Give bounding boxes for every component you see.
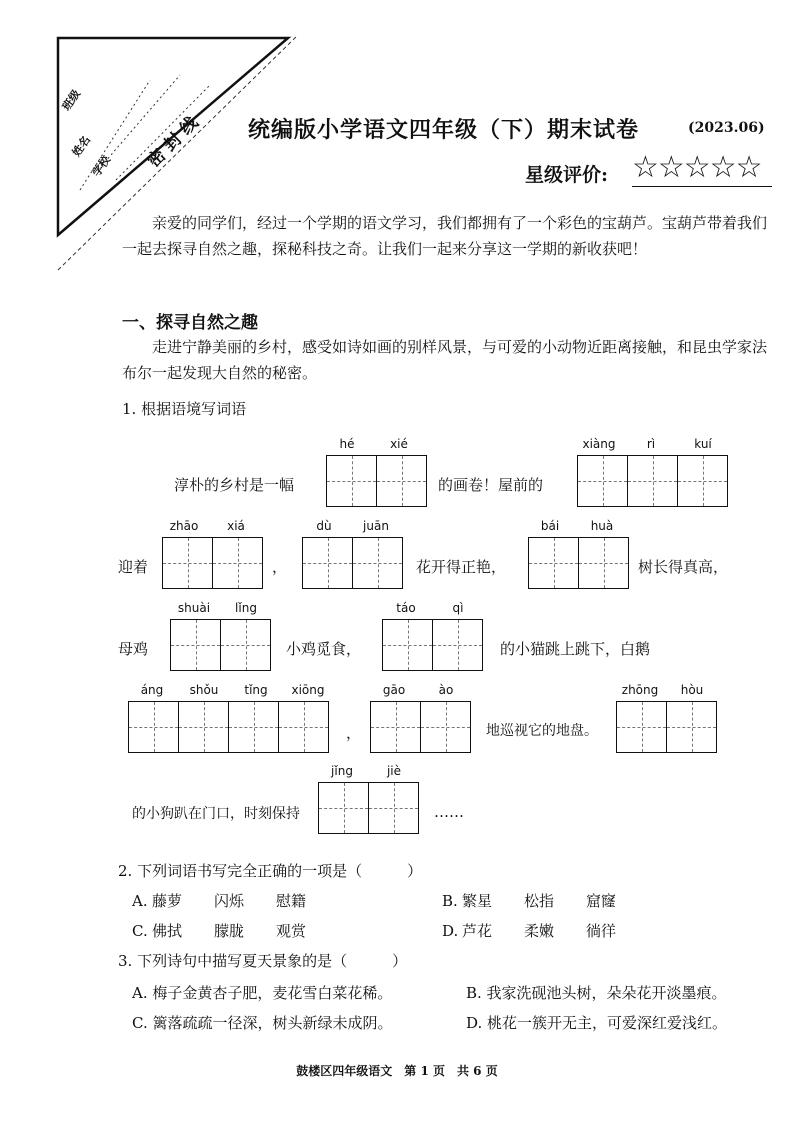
answer-grid-dujuan[interactable] <box>302 537 403 589</box>
answer-grid-xiangrikui[interactable] <box>577 455 728 507</box>
question-3-title: 3. 下列诗句中描写夏天景象的是（ ） <box>118 952 408 970</box>
pinyin-gaoao: gāo ào <box>382 683 454 697</box>
pinyin-dujuan: dù juān <box>316 519 389 533</box>
answer-grid-zhaoxia[interactable] <box>162 537 263 589</box>
section-title: 一、探寻自然之趣 <box>122 313 258 333</box>
seal-field-class: 班级 <box>59 87 84 114</box>
q1-line2-text-c: 树长得真高， <box>638 558 729 576</box>
answer-grid-jingjie[interactable] <box>318 782 419 834</box>
q1-line3-text-b: 小鸡觅食， <box>286 640 362 658</box>
seal-field-name: 姓名 <box>69 133 94 160</box>
rating-underline <box>632 186 772 187</box>
q1-comma-1: ， <box>272 558 288 576</box>
pinyin-zhaoxia: zhāo xiá <box>169 519 245 533</box>
pinyin-taoqi: táo qì <box>396 601 464 615</box>
q1-line5-text-a: 的小狗趴在门口，时刻保持 <box>132 806 300 822</box>
exam-title: 统编版小学语文四年级（下）期末试卷 <box>248 117 640 143</box>
rating-label: 星级评价: <box>525 164 609 186</box>
page-footer: 鼓楼区四年级语文 第 1 页 共 6 页 <box>296 1064 498 1078</box>
section-intro: 走进宁静美丽的乡村，感受如诗如画的别样风景，与可爱的小动物近距离接触，和昆虫学家法布尔一起发现大自然的秘密。 <box>122 338 768 382</box>
pinyin-zhonghou: zhōng hòu <box>621 683 704 697</box>
answer-grid-angshoutingxiong[interactable] <box>128 701 329 753</box>
pinyin-hexie: hé xié <box>339 437 408 451</box>
q1-line1-text-b: 的画卷！屋前的 <box>438 476 544 494</box>
q3-option-d[interactable]: D. 桃花一簇开无主，可爱深红爱浅红。 <box>466 1014 728 1032</box>
answer-grid-baihua[interactable] <box>528 537 629 589</box>
q1-line3-text-a: 母鸡 <box>118 640 149 658</box>
q3-option-c[interactable]: C. 篱落疏疏一径深，树头新绿未成阴。 <box>132 1014 393 1032</box>
pinyin-jingjie: jǐng jiè <box>331 764 402 778</box>
answer-grid-zhonghou[interactable] <box>616 701 717 753</box>
seal-line-text: 密 封 线 <box>143 112 203 172</box>
q1-line5-text-b: …… <box>434 803 464 821</box>
q2-option-b[interactable]: B. 繁星 松指 窟窿 <box>442 892 617 910</box>
q1-line2-text-a: 迎着 <box>118 558 149 576</box>
question-2-title: 2. 下列词语书写完全正确的一项是（ ） <box>118 862 423 880</box>
rating-stars[interactable]: ☆☆☆☆☆ <box>632 150 762 185</box>
question-1-title: 1. 根据语境写词语 <box>122 400 247 418</box>
q2-option-d[interactable]: D. 芦花 柔嫩 徜徉 <box>442 922 617 940</box>
pinyin-angshoutingxiong: áng shǒu tǐng xiōng <box>140 683 325 697</box>
answer-grid-hexie[interactable] <box>326 455 427 507</box>
pinyin-baihua: bái huà <box>540 519 614 533</box>
q1-line4-text: 地巡视它的地盘。 <box>486 723 598 739</box>
answer-grid-gaoao[interactable] <box>370 701 471 753</box>
q1-comma-2: ， <box>346 724 362 742</box>
q1-line3-text-c: 的小猫跳上跳下，白鹅 <box>500 640 651 658</box>
answer-grid-taoqi[interactable] <box>382 619 483 671</box>
exam-date: (2023.06) <box>688 120 765 136</box>
q3-option-b[interactable]: B. 我家洗砚池头树，朵朵花开淡墨痕。 <box>466 984 727 1002</box>
q2-option-c[interactable]: C. 佛拭 朦胧 观赏 <box>132 922 307 940</box>
q2-option-a[interactable]: A. 藤萝 闪烁 慰籍 <box>132 892 307 910</box>
pinyin-xiangrikui: xiàng rì kuí <box>582 437 712 451</box>
answer-grid-shuailing[interactable] <box>170 619 271 671</box>
q3-option-a[interactable]: A. 梅子金黄杏子肥，麦花雪白菜花稀。 <box>132 984 393 1002</box>
q1-line2-text-b: 花开得正艳， <box>416 558 507 576</box>
intro-paragraph: 亲爱的同学们，经过一个学期的语文学习，我们都拥有了一个彩色的宝葫芦。宝葫芦带着我们一起去探寻自然之趣，探秘科技之奇。让我们一起来分享这一学期的新收获吧！ <box>122 214 768 258</box>
pinyin-shuailing: shuài lǐng <box>177 601 257 615</box>
q1-line1-text-a: 淳朴的乡村是一幅 <box>174 476 295 494</box>
seal-field-school: 学校 <box>89 153 114 180</box>
